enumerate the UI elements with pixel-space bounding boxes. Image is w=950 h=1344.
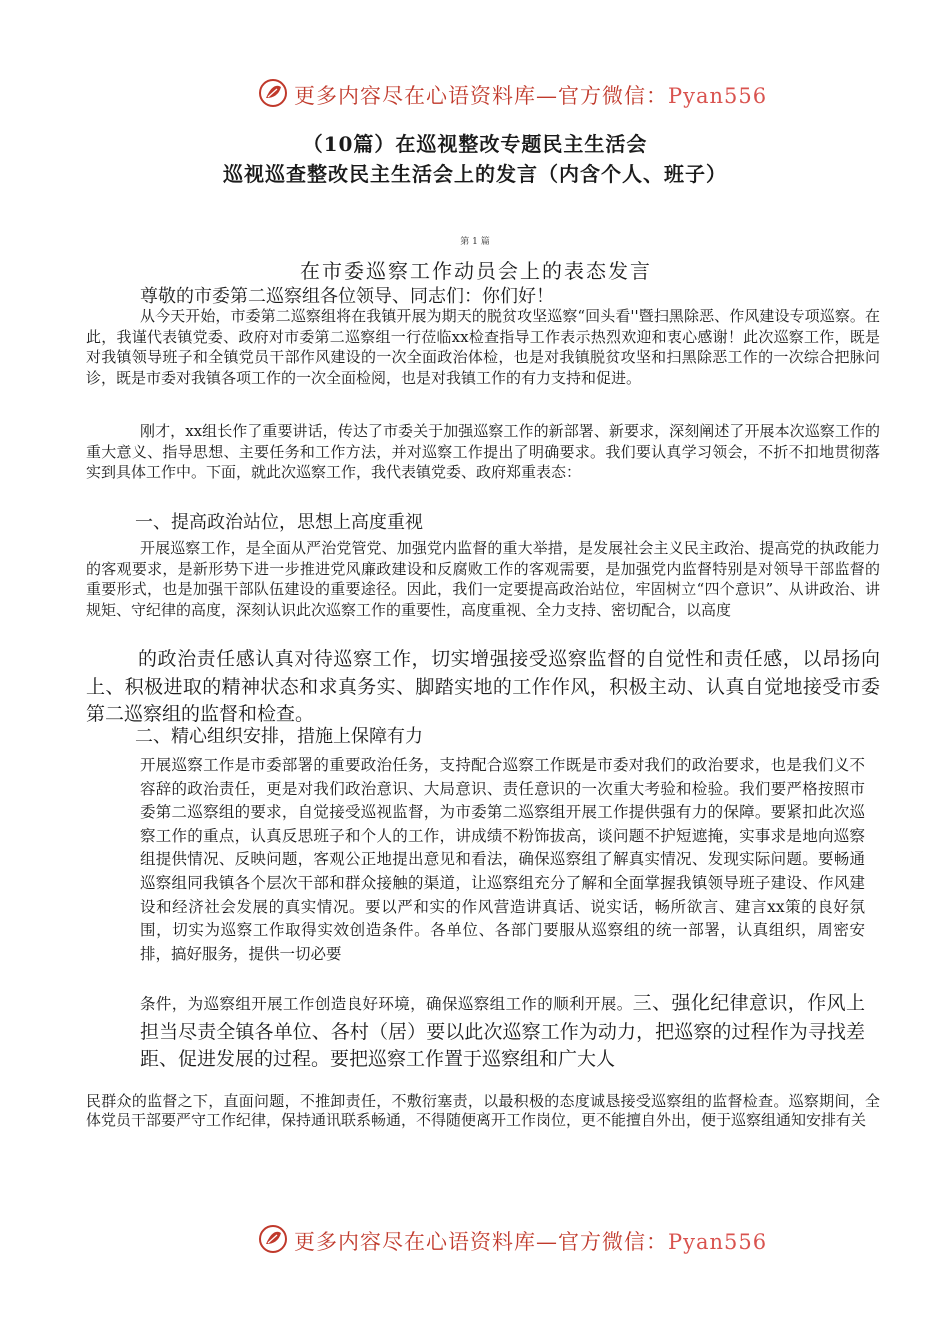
heading-section-1: 一、提高政治站位，思想上高度重视: [135, 512, 423, 533]
greeting: 尊敬的市委第二巡察组各位领导、同志们：你们好！: [140, 286, 554, 307]
header-banner: [0, 74, 950, 114]
document-title-line2: 巡视巡查整改民主生活会上的发言（内含个人、班子）: [223, 162, 727, 186]
document-title-line1: （10篇）在巡视整改专题民主生活会: [302, 132, 648, 156]
banner-text: [294, 80, 767, 110]
banner-wechat-id: Pyan556: [668, 1230, 768, 1254]
footer-banner: [0, 1220, 950, 1260]
paragraph-intro: 从今天开始，市委第二巡察组将在我镇开展为期天的脱贫攻坚巡察“回头看''暨扫黑除恶、作风建设专项巡察。在此，我谨代表镇党委、政府对市委第二巡察组一行莅临xx检查指导工作表示热烈欢迎和衷心感谢！此次巡察工作，既是对我镇领导班子和全镇党员干部作风建设的一次全面政治体检，也是对我镇脱贫攻坚和扫黑除恶工作的一次综合把脉问诊，既是市委对我镇各项工作的一次全面检阅，也是对我镇工作的有力支持和促进。: [86, 307, 880, 387]
paragraph-section-3-cont: 民群众的监督之下，直面问题，不推卸责任，不敷衍塞责，以最积极的态度诚恳接受巡察组的监督检查。巡察期间，全体党员干部要严守工作纪律，保持通讯联系畅通，不得随便离开工作岗位，更不能擅自外出，便于巡察组通知安排有关: [86, 1092, 880, 1129]
paragraph-section-1: 开展巡察工作，是全面从严治党管党、加强党内监督的重大举措，是发展社会主义民主政治、提高党的执政能力的客观要求，是新形势下进一步推进党风廉政建设和反腐败工作的客观需要，是加强党内监督特别是对领导干部监督的重要形式，也是加强干部队伍建设的重要途径。因此，我们一定要提高政治站位，牢固树立“四个意识”、从讲政治、讲规矩、守纪律的高度，深刻认识此次巡察工作的重要性，高度重视、全力支持、密切配合，以高度: [86, 539, 880, 619]
section-number: 第 1 篇: [460, 237, 490, 247]
paragraph-section-2-end: 条件，为巡察组开展工作创造良好环境，确保巡察组工作的顺利开展。: [140, 995, 633, 1013]
paragraph-section-3: [140, 990, 865, 1074]
paragraph-section-1-cont: 的政治责任感认真对待巡察工作，切实增强接受巡察监督的自觉性和责任感，以昂扬向上、积极进取的精神状态和求真务实、脚踏实地的工作作风，积极主动、认真自觉地接受市委第二巡察组的监督和检查。: [86, 648, 880, 725]
banner-label: 更多内容尽在心语资料库—官方微信：: [294, 84, 668, 108]
heading-section-3-inline: 三、强化纪律意识，作风上担当尽责全镇各单位、各村（居）要以此次巡察工作为动力，把巡察的过程作为寻找差距、促进发展的过程。要把巡察工作置于巡察组和广大人: [140, 992, 865, 1070]
leaf-logo-icon: [258, 78, 288, 108]
banner-label: 更多内容尽在心语资料库—官方微信：: [294, 1230, 668, 1254]
heading-section-2: 二、精心组织安排，措施上保障有力: [135, 726, 423, 747]
leaf-logo-icon: [258, 1224, 288, 1254]
paragraph-statement: 刚才，xx组长作了重要讲话，传达了市委关于加强巡察工作的新部署、新要求，深刻阐述了开展本次巡察工作的重大意义、指导思想、主要任务和工作方法，并对巡察工作提出了明确要求。我们要认真学习领会，不折不扣地贯彻落实到具体工作中。下面，就此次巡察工作，我代表镇党委、政府郑重表态：: [86, 422, 880, 481]
banner-wechat-id: Pyan556: [668, 84, 768, 108]
paragraph-section-2: 开展巡察工作是市委部署的重要政治任务，支持配合巡察工作既是市委对我们的政治要求，也是我们义不容辞的政治责任，更是对我们政治意识、大局意识、责任意识的一次重大考验和检验。我们要严格按照市委第二巡察组的要求，自觉接受巡视监督，为市委第二巡察组开展工作提供强有力的保障。要紧扣此次巡察工作的重点，认真反思班子和个人的工作，讲成绩不粉饰拔高，谈问题不护短遮掩，实事求是地向巡察组提供情况、反映问题，客观公正地提出意见和看法，确保巡察组了解真实情况、发现实际问题。要畅通巡察组同我镇各个层次干部和群众接触的渠道，让巡察组充分了解和全面掌握我镇领导班子建设、作风建设和经济社会发展的真实情况。要以严和实的作风营造讲真话、说实话，畅所欲言、建言xx策的良好氛围，切实为巡察工作取得实效创造条件。各单位、各部门要服从巡察组的统一部署，认真组织，周密安排，搞好服务，提供一切必要: [140, 756, 865, 963]
banner-text: [294, 1226, 767, 1256]
speech-title: 在市委巡察工作动员会上的表态发言: [300, 259, 652, 283]
